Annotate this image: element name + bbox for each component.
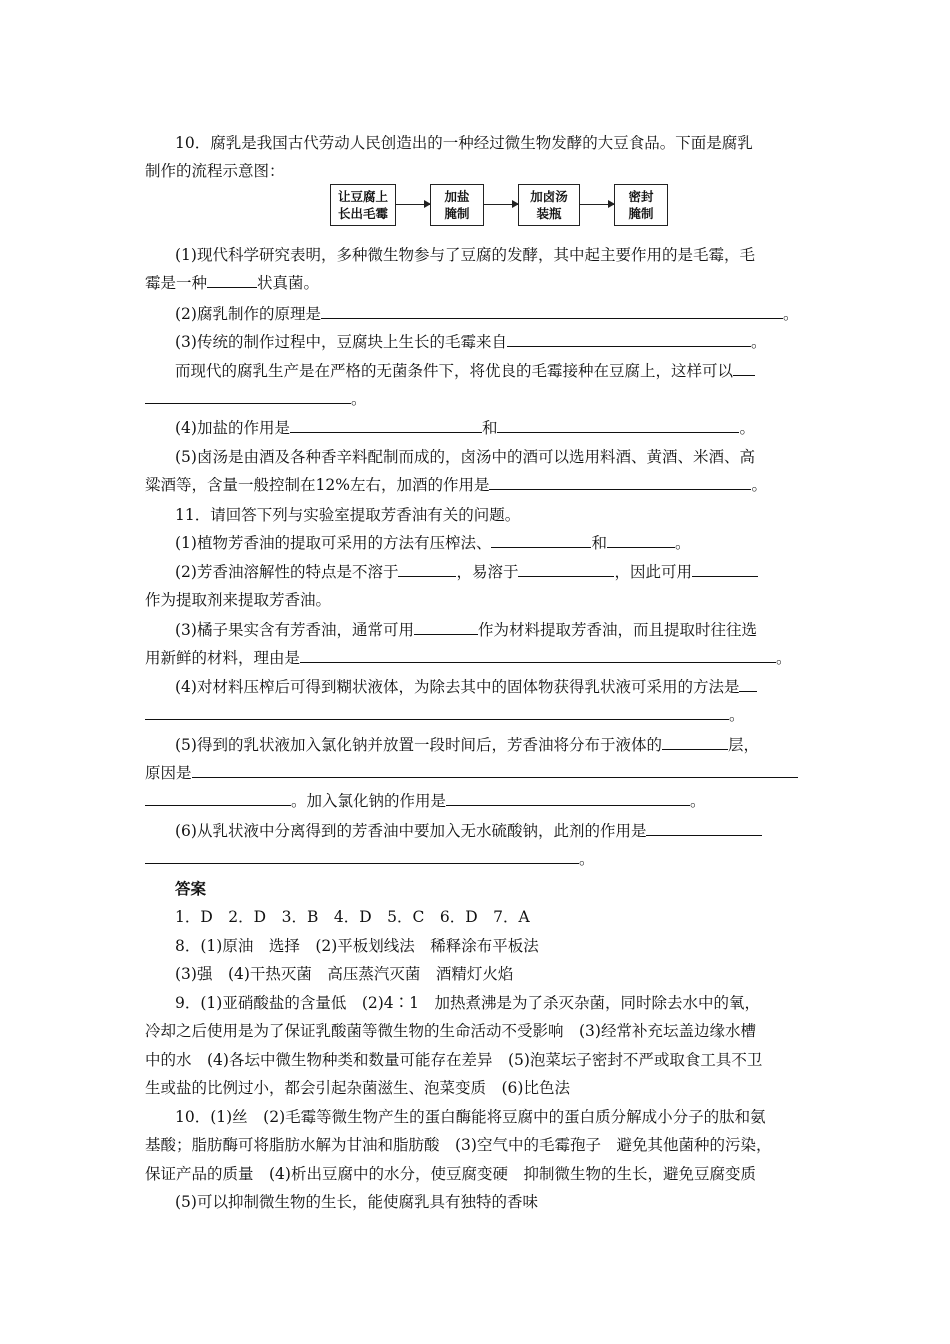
- answers-title: 答案: [175, 879, 207, 898]
- answer-blank[interactable]: [646, 820, 762, 836]
- answers-line-1: 1．D 2．D 3．B 4．D 5．C 6．D 7．A: [175, 908, 530, 926]
- answer-blank[interactable]: [145, 790, 291, 806]
- q11-part2: (2)芳香油溶解性的特点是不溶于 ，易溶于 ，因此可用: [175, 561, 758, 585]
- answer-blank[interactable]: [507, 331, 751, 347]
- q11-part3-line2: 用新鲜的材料，理由是 。: [145, 649, 792, 667]
- q11-part4: (4)对材料压榨后可得到糊状液体，为除去其中的固体物获得乳状液可采用的方法是: [175, 676, 757, 700]
- answer-blank[interactable]: [145, 704, 729, 720]
- flow-step-3: 加卤汤 装瓶: [518, 184, 580, 226]
- answers-line-10: 保证产品的质量 (4)析出豆腐中的水分，使豆腐变硬 抑制微生物的生长，避免豆腐变质: [145, 1165, 756, 1183]
- answers-line-7: 生或盐的比例过小，都会引起杂菌滋生、泡菜变质 (6)比色法: [145, 1079, 570, 1097]
- answer-blank[interactable]: [739, 676, 757, 692]
- q11-part1: (1)植物芳香油的提取可采用的方法有压榨法、 和 。: [175, 534, 691, 552]
- q11-part6: (6)从乳状液中分离得到的芳香油中要加入无水硫酸钠，此剂的作用是: [175, 820, 762, 844]
- answers-line-9: 基酸；脂肪酶可将脂肪水解为甘油和脂肪酸 (3)空气中的毛霉孢子 避免其他菌种的污染，: [145, 1136, 772, 1154]
- q10-intro-line1: 10．腐乳是我国古代劳动人民创造出的一种经过微生物发酵的大豆食品。下面是腐乳: [175, 134, 753, 152]
- answer-blank[interactable]: [446, 790, 690, 806]
- q10-part5-line1: (5)卤汤是由酒及各种香辛料配制而成的，卤汤中的酒可以选用料酒、黄酒、米酒、高: [175, 448, 755, 466]
- q11-part4-line2: 。: [145, 704, 745, 728]
- q11-intro: 11．请回答下列与实验室提取芳香油有关的问题。: [175, 506, 521, 524]
- answer-blank[interactable]: [398, 561, 456, 577]
- answer-blank[interactable]: [290, 417, 482, 433]
- answers-line-8: 10．(1)丝 (2)毛霉等微生物产生的蛋白酶能将豆腐中的蛋白质分解成小分子的肽和氨: [175, 1108, 766, 1126]
- q10-intro-line2: 制作的流程示意图：: [145, 162, 285, 180]
- answer-blank[interactable]: [692, 561, 758, 577]
- answers-line-4: 9．(1)亚硝酸盐的含量低 (2)4∶1 加热煮沸是为了杀灭杂菌，同时除去水中的氧，: [175, 994, 760, 1012]
- answer-blank[interactable]: [489, 474, 751, 490]
- answer-blank[interactable]: [491, 532, 591, 548]
- q10-part5-line2: 粱酒等，含量一般控制在12%左右，加酒的作用是 。: [145, 476, 767, 494]
- answer-blank[interactable]: [192, 762, 798, 778]
- q10-part1-line2: 霉是一种 状真菌。: [145, 274, 320, 292]
- answer-blank[interactable]: [145, 848, 579, 864]
- flow-step-2: 加盐 腌制: [430, 184, 484, 226]
- q10-part1-line1: (1)现代科学研究表明，多种微生物参与了豆腐的发酵，其中起主要作用的是毛霉，毛: [175, 246, 755, 264]
- q11-part5-line2: 原因是: [145, 762, 798, 786]
- flow-step-1: 让豆腐上 长出毛霉: [330, 184, 396, 226]
- answers-line-5: 冷却之后使用是为了保证乳酸菌等微生物的生命活动不受影响 (3)经常补充坛盖边缘水槽: [145, 1022, 756, 1040]
- q10-part3-line3: 。: [145, 388, 367, 412]
- answers-line-11: (5)可以抑制微生物的生长，能使腐乳具有独特的香味: [175, 1193, 538, 1211]
- answer-blank[interactable]: [300, 647, 776, 663]
- flow-arrow-3: [580, 204, 614, 205]
- answer-blank[interactable]: [607, 532, 675, 548]
- answer-blank[interactable]: [145, 388, 351, 404]
- q11-part5-line3: 。加入氯化钠的作用是 。: [145, 790, 706, 814]
- q11-part3: (3)橘子果实含有芳香油，通常可用 作为材料提取芳香油，而且提取时往往选: [175, 621, 757, 639]
- answer-blank[interactable]: [321, 303, 783, 319]
- flow-arrow-1: [396, 204, 430, 205]
- q10-part3-line2: 而现代的腐乳生产是在严格的无菌条件下，将优良的毛霉接种在豆腐上，这样可以: [175, 360, 755, 384]
- flow-step-4: 密封 腌制: [614, 184, 668, 226]
- q10-part4: (4)加盐的作用是 和 。: [175, 419, 755, 437]
- flow-arrow-2: [484, 204, 518, 205]
- q10-part3: (3)传统的制作过程中，豆腐块上生长的毛霉来自 。: [175, 333, 767, 351]
- answer-blank[interactable]: [733, 360, 755, 376]
- answer-blank[interactable]: [414, 619, 478, 635]
- answers-line-2: 8．(1)原油 选择 (2)平板划线法 稀释涂布平板法: [175, 937, 539, 955]
- q10-part2: (2)腐乳制作的原理是 。: [175, 305, 799, 323]
- q11-part5: (5)得到的乳状液加入氯化钠并放置一段时间后，芳香油将分布于液体的 层，: [175, 736, 759, 754]
- answer-blank[interactable]: [207, 272, 257, 288]
- answers-line-3: (3)强 (4)干热灭菌 高压蒸汽灭菌 酒精灯火焰: [175, 965, 514, 983]
- answer-blank[interactable]: [497, 417, 739, 433]
- q11-part6-line2: 。: [145, 848, 595, 872]
- answer-blank[interactable]: [662, 734, 728, 750]
- q11-part2-line2: 作为提取剂来提取芳香油。: [145, 591, 332, 609]
- answers-line-6: 中的水 (4)各坛中微生物种类和数量可能存在差异 (5)泡菜坛子密封不严或取食工具不卫: [145, 1051, 763, 1069]
- answer-blank[interactable]: [518, 561, 614, 577]
